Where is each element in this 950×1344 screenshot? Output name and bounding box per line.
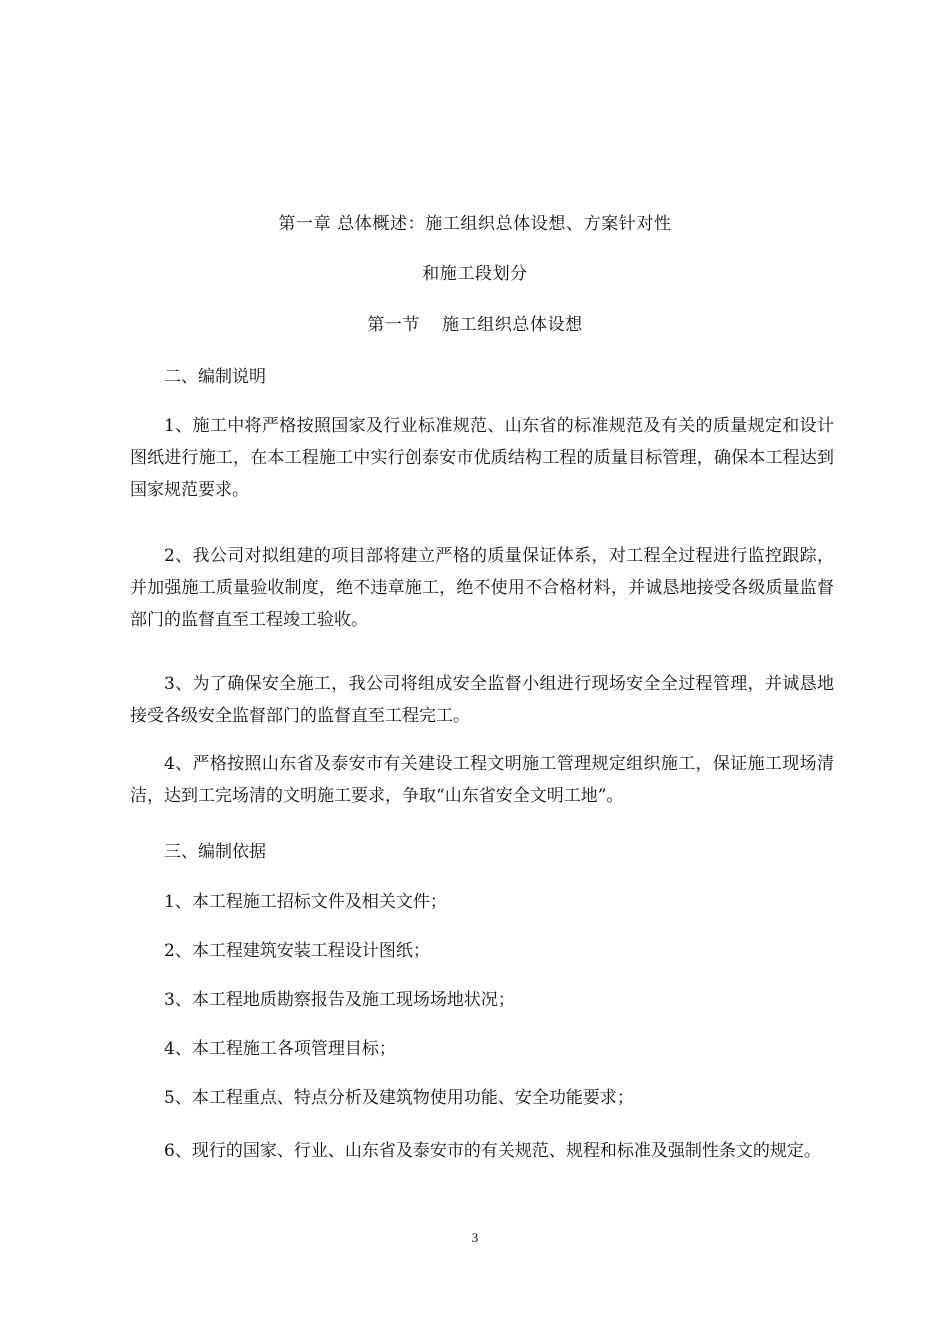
compilation-basis-4: 4、本工程施工各项管理目标； xyxy=(164,1039,396,1059)
section-title xyxy=(0,313,950,337)
compilation-basis-1: 1、本工程施工招标文件及相关文件； xyxy=(164,892,447,912)
compilation-basis-heading: 三、编制依据 xyxy=(164,842,266,862)
compilation-note-3: 3、为了确保安全施工，我公司将组成安全监督小组进行现场安全全过程管理，并诚恳地接受各级安全监督部门的监督直至工程完工。 xyxy=(130,674,834,726)
compilation-note-1: 1、施工中将严格按照国家及行业标准规范、山东省的标准规范及有关的质量规定和设计图纸进行施工，在本工程施工中实行创泰安市优质结构工程的质量目标管理，确保本工程达到国家规范要求。 xyxy=(130,416,834,500)
compilation-basis-6: 6、现行的国家、行业、山东省及泰安市的有关规范、规程和标准及强制性条文的规定。 xyxy=(164,1141,821,1161)
compilation-note-4: 4、严格按照山东省及泰安市有关建设工程文明施工管理规定组织施工，保证施工现场清洁，达到工完场清的文明施工要求，争取“山东省安全文明工地”。 xyxy=(130,754,834,806)
compilation-note-2: 2、我公司对拟组建的项目部将建立严格的质量保证体系，对工程全过程进行监控跟踪，并加强施工质量验收制度，绝不违章施工，绝不使用不合格材料，并诚恳地接受各级质量监督部门的监督直至工程竣工验收。 xyxy=(130,546,834,630)
chapter-title-line-2: 和施工段划分 xyxy=(422,264,528,284)
compilation-basis-2: 2、本工程建筑安装工程设计图纸； xyxy=(164,941,430,961)
compilation-notes-heading: 二、编制说明 xyxy=(164,367,266,387)
page-number: 3 xyxy=(471,1230,479,1245)
section-name: 施工组织总体设想 xyxy=(442,315,583,335)
chapter-title-line-1: 第一章 总体概述：施工组织总体设想、方案针对性 xyxy=(278,214,672,234)
compilation-basis-5: 5、本工程重点、特点分析及建筑物使用功能、安全功能要求； xyxy=(164,1088,634,1108)
section-number: 第一节 xyxy=(367,315,420,335)
compilation-basis-3: 3、本工程地质勘察报告及施工现场场地状况； xyxy=(164,990,515,1010)
